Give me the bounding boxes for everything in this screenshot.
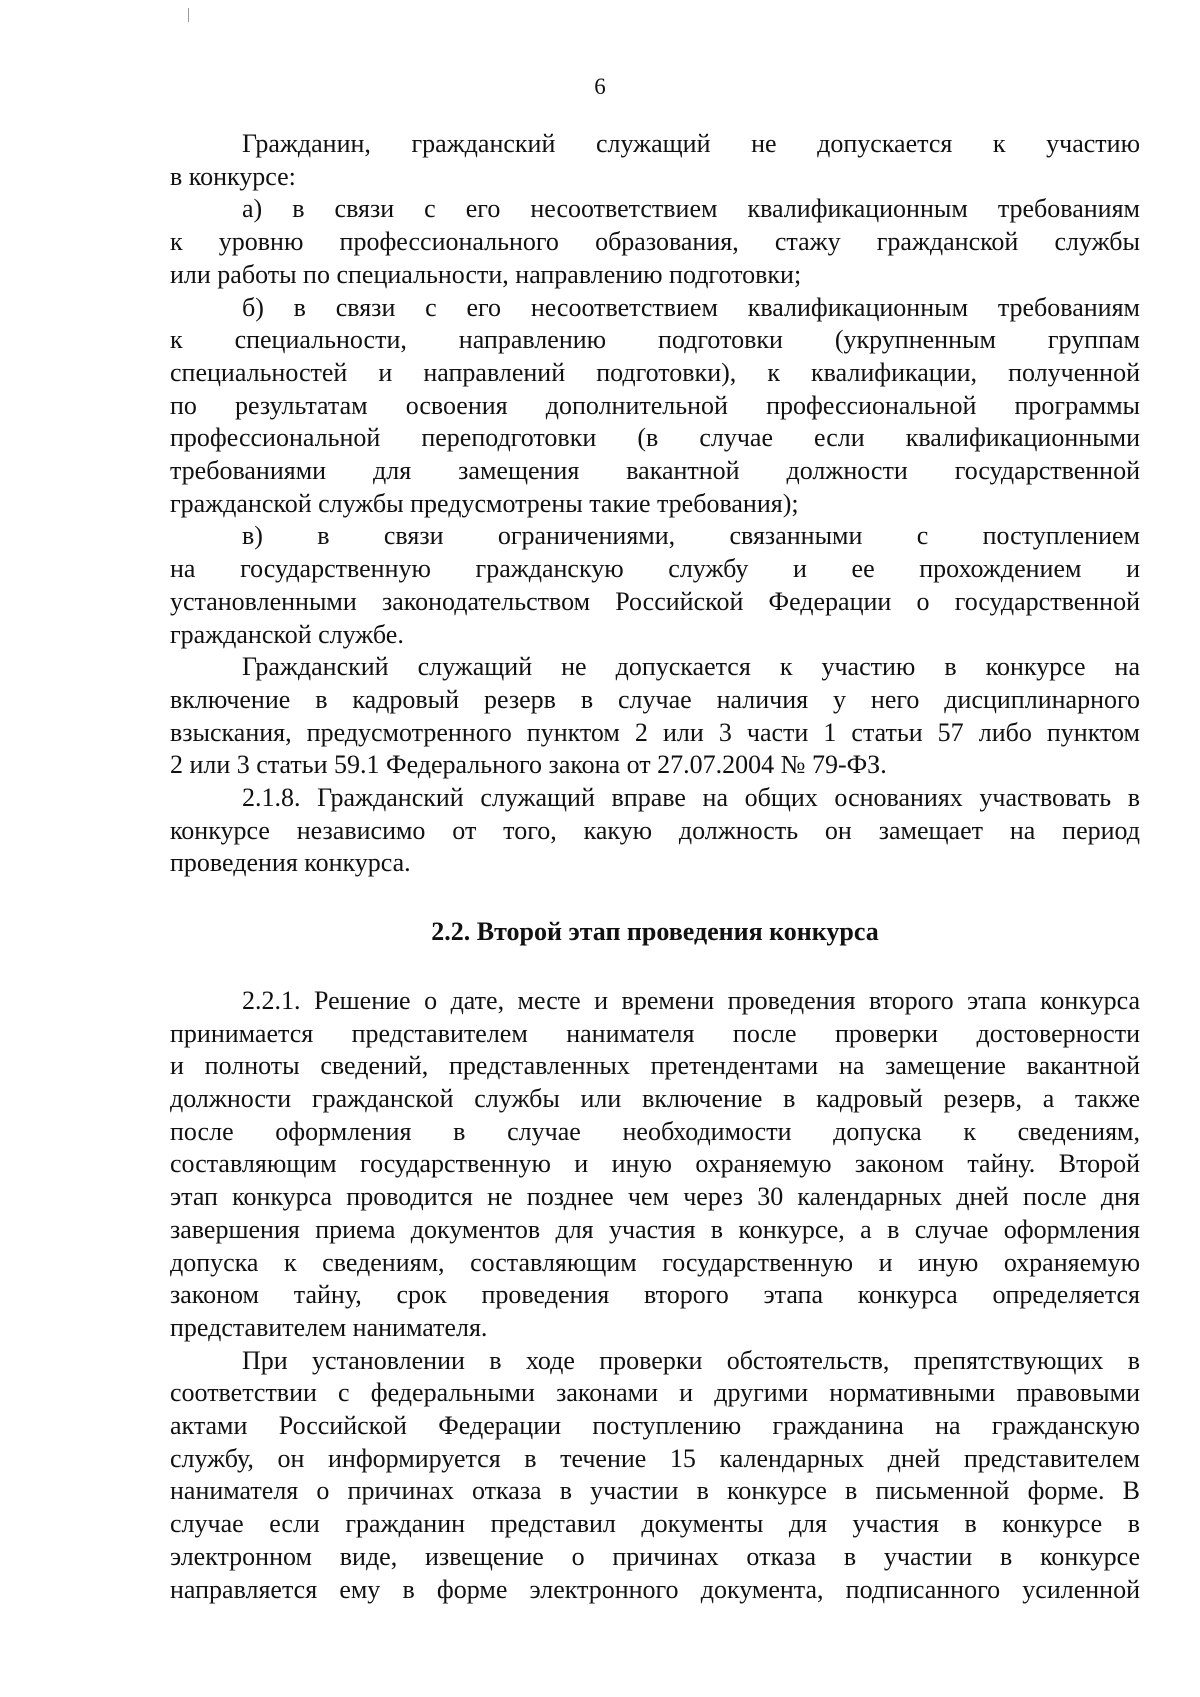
- text-line: в конкурсе:: [170, 161, 296, 191]
- text-line: или работы по специальности, направлению подготовки;: [170, 259, 802, 289]
- text-line: представителем нанимателя.: [170, 1312, 488, 1342]
- text-line: к уровню профессионального образования, стажу гражданской службы: [170, 227, 1140, 257]
- text-line: составляющим государственную и иную охраняемую законом тайну. Второй: [170, 1149, 1140, 1179]
- text-line: 2.2.1. Решение о дате, месте и времени проведения второго этапа конкурса: [242, 985, 1140, 1015]
- text-line: этап конкурса проводится не позднее чем через 30 календарных дней после дня: [170, 1182, 1140, 1212]
- paragraph: [170, 651, 1140, 782]
- paragraph: [170, 193, 1140, 291]
- text-line: а) в связи с его несоответствием квалификационным требованиям: [242, 194, 1140, 224]
- text-line: завершения приема документов для участия в конкурсе, а в случае оформления: [170, 1214, 1140, 1244]
- text-line: службу, он информируется в течение 15 календарных дней представителем: [170, 1443, 1140, 1473]
- text-line: направляется ему в форме электронного документа, подписанного усиленной: [170, 1574, 1140, 1604]
- text-line: соответствии с федеральными законами и другими нормативными правовыми: [170, 1378, 1140, 1408]
- text-line: должности гражданской службы или включение в кадровый резерв, а также: [170, 1083, 1140, 1113]
- paragraph: [170, 1345, 1140, 1607]
- text-line: Гражданин, гражданский служащий не допускается к участию: [242, 129, 1140, 158]
- text-line: профессиональной переподготовки (в случае если квалификационными: [170, 423, 1140, 453]
- text-line: нанимателя о причинах отказа в участии в конкурсе в письменной форме. В: [170, 1476, 1140, 1506]
- text-line: электронном виде, извещение о причинах отказа в участии в конкурсе: [170, 1541, 1140, 1571]
- section-heading: 2.2. Второй этап проведения конкурса: [431, 917, 879, 947]
- text-line: конкурсе независимо от того, какую должность он замещает на период: [170, 815, 1140, 845]
- paragraph: [170, 985, 1140, 1345]
- text-line: 2 или 3 статьи 59.1 Федерального закона от 27.07.2004 № 79-ФЗ.: [170, 750, 887, 780]
- text-line: При установлении в ходе проверки обстоятельств, препятствующих в: [242, 1345, 1140, 1375]
- text-line: актами Российской Федерации поступлению гражданина на гражданскую: [170, 1411, 1140, 1441]
- text-line: после оформления в случае необходимости допуска к сведениям,: [170, 1116, 1140, 1146]
- paragraph: [170, 128, 1140, 193]
- document-body: [170, 128, 1140, 1606]
- text-line: специальностей и направлений подготовки), к квалификации, полученной: [170, 357, 1140, 387]
- text-line: Гражданский служащий не допускается к участию в конкурсе на: [242, 652, 1140, 682]
- text-line: включение в кадровый резерв в случае наличия у него дисциплинарного: [170, 684, 1140, 714]
- text-line: случае если гражданин представил документы для участия в конкурсе в: [170, 1509, 1140, 1539]
- text-line: в) в связи ограничениями, связанными с поступлением: [242, 521, 1140, 551]
- paragraph: [170, 520, 1140, 651]
- text-line: допуска к сведениям, составляющим государственную и иную охраняемую: [170, 1247, 1140, 1277]
- paragraphs-block-2: [170, 985, 1140, 1606]
- text-line: принимается представителем нанимателя после проверки достоверности: [170, 1018, 1140, 1048]
- text-line: на государственную гражданскую службу и ее прохождением и: [170, 554, 1140, 584]
- text-line: по результатам освоения дополнительной профессиональной программы: [170, 390, 1140, 420]
- paragraph: [170, 782, 1140, 880]
- text-line: гражданской службе.: [170, 619, 404, 649]
- text-line: установленными законодательством Российской Федерации о государственной: [170, 586, 1140, 616]
- text-line: 2.1.8. Гражданский служащий вправе на общих основаниях участвовать в: [242, 783, 1140, 813]
- text-line: к специальности, направлению подготовки (укрупненным группам: [170, 325, 1140, 355]
- text-line: б) в связи с его несоответствием квалификационным требованиям: [242, 292, 1140, 322]
- paragraph: [170, 292, 1140, 521]
- text-line: проведения конкурса.: [170, 848, 411, 878]
- page-number: 6: [594, 74, 606, 99]
- paragraphs-block-1: [170, 128, 1140, 880]
- text-line: взыскания, предусмотренного пунктом 2 или 3 части 1 статьи 57 либо пунктом: [170, 717, 1140, 747]
- text-line: требованиями для замещения вакантной должности государственной: [170, 456, 1140, 486]
- text-line: и полноты сведений, представленных претендентами на замещение вакантной: [170, 1051, 1140, 1081]
- text-line: гражданской службы предусмотрены такие требования);: [170, 488, 799, 518]
- text-line: законом тайну, срок проведения второго этапа конкурса определяется: [170, 1280, 1140, 1310]
- scan-mark: [188, 8, 189, 22]
